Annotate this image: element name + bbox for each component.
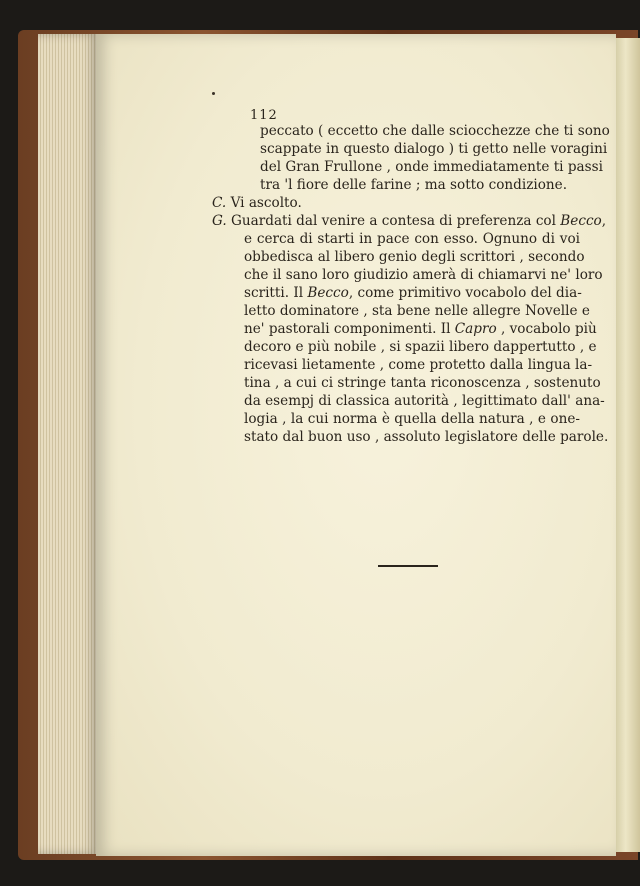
speech-g-first [212,212,607,230]
text-line: Guardati dal venire a contesa di preferenza col Becco, [231,213,607,229]
text-line: ne' pastorali componimenti. Il Capro , vocabolo più [244,321,597,337]
facing-page-edge [616,38,640,852]
speaker-c: C. [212,195,227,211]
text-line: letto dominatore , sta bene nelle allegre Novelle e [244,303,590,319]
speech-c [212,194,580,212]
italic-word: Capro [454,321,497,337]
text-line: tina , a cui ci stringe tanta riconoscenza , sostenuto [244,375,601,391]
text-line: obbedisca al libero genio degli scrittori , secondo [244,249,585,265]
italic-word: Becco [307,285,349,301]
text-line: peccato ( eccetto che dalle sciocchezze che ti sono [260,123,610,139]
page-text [212,122,610,446]
text-line: scappate in questo dialogo ) ti getto nelle voragini [260,141,608,157]
text-line: ricevasi lietamente , come protetto dalla lingua la- [244,357,593,373]
italic-word: Becco [560,213,602,229]
text-line: tra 'l fiore delle farine ; ma sotto condizione. [260,177,568,193]
text-line: che il sano loro giudizio amerà di chiamarvi ne' loro [244,267,603,283]
text-line: scritti. Il Becco, come primitivo vocabolo del dia- [244,285,582,301]
page-edges [38,34,100,854]
text-line: stato dal buon uso , assoluto legislatore delle parole. [244,429,609,445]
text-line: decoro e più nobile , si spazii libero dappertutto , e [244,339,597,355]
paper-speck [212,92,215,95]
page-number: 112 [250,108,278,123]
speech-c-text: Vi ascolto. [230,195,302,211]
text-line: e cerca di starti in pace con esso. Ognuno di voi [244,231,580,247]
end-rule [378,565,438,567]
text-line: del Gran Frullone , onde immediatamente ti passi [260,159,603,175]
speaker-g: G. [212,213,227,229]
text-line: logia , la cui norma è quella della natura , e one- [244,411,580,427]
text-line: da esempj di classica autorità , legittimato dall' ana- [244,393,605,409]
